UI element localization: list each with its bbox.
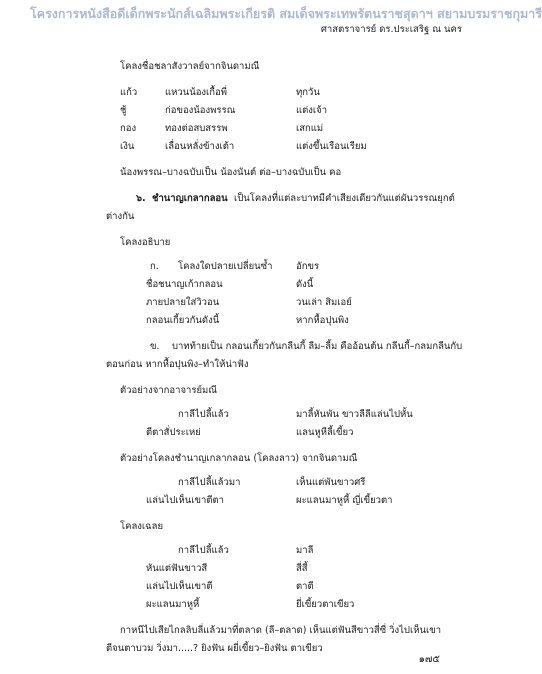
example2-right-1: เห็นแต่พันขาวศรี bbox=[296, 477, 366, 488]
poem1-left-2: ก่อของน้องพรรณ bbox=[165, 105, 236, 116]
example2-heading: ตัวอย่างโคลงชำนาญเกลากลอน (โคลงลาว) จากจินดามณี bbox=[120, 453, 358, 464]
item6-desc: เป็นโคลงที่แต่ละบาทมีคำเสียงเดียวกันแต่ผันวรรณยุกต์ bbox=[234, 193, 455, 204]
example1-left-1: กาลีไปลี้แล้ว bbox=[178, 409, 229, 420]
poem1-right-2: แต่งเจ้า bbox=[296, 105, 328, 116]
item6-number: ๖. bbox=[136, 193, 146, 204]
example2-right-2: ผะแลนมาหูหี้ ญี่เขี้ยวตา bbox=[296, 495, 393, 506]
answer-left-4: ผะแลนมาหูหี้ bbox=[146, 599, 200, 610]
page-number: ๑๗๕ bbox=[418, 654, 440, 665]
explain-right-2: ดังนี้ bbox=[296, 279, 314, 290]
poem1-name-2: ชู้ bbox=[120, 105, 127, 116]
example1-heading: ตัวอย่างจากอาจารย์มณี bbox=[120, 385, 218, 396]
poem1-left-1: แหวนน้องเกื้อพี่ bbox=[165, 87, 228, 98]
poem1-right-3: เสกแม่ bbox=[296, 123, 324, 134]
explain-right-4: หากหื้อปุนพิง bbox=[296, 315, 349, 326]
answer-heading: โคลงเฉลย bbox=[120, 521, 164, 532]
section-title: โคลงชื่อชลาสังวาลย์จากจินดามณี bbox=[120, 61, 260, 72]
answer-left-1: กาลีไปลี้แล้ว bbox=[178, 545, 229, 556]
explain-left-1: โคลงใดปลายเปลี่ยนซ้ำ bbox=[178, 261, 273, 272]
example1-right-1: มาลี้หันพัน ขาวลีลีแล่นไปหั้น bbox=[296, 409, 413, 420]
closing-paragraph: กาหนีไปเสียไกลลิบลี่แล้วมาที่ตลาด (ลี–ตลาด) เห็นแต่ฟันสีขาวสี่ซี่ วิ่งไปเห็นเขา bbox=[120, 625, 442, 636]
example2-left-1: กาลีไปลี้แล้วมา bbox=[178, 477, 241, 488]
poem1-name-4: เงิน bbox=[120, 141, 135, 152]
item6-title: ชำนาญเกลากลอน bbox=[152, 193, 228, 204]
explain-left-2: ชื่อชนาญเก้ากลอน bbox=[146, 279, 223, 290]
explain-left-3: ภายปลายใส่วิวอน bbox=[146, 297, 220, 308]
poem1-name-3: กอง bbox=[120, 123, 137, 134]
poem1-left-4: เลื่อนหลั่งข้างเต้า bbox=[165, 141, 235, 152]
explain-kho: ข. bbox=[150, 341, 160, 352]
explain-right-1: อักขร bbox=[296, 261, 320, 272]
poem1-note: น้องพรรณ–บางฉบับเป็น น้องนันต์ ต่อ–บางฉบับเป็น คอ bbox=[120, 167, 342, 178]
explain-right-3: วนเล่า สิมเอย์ bbox=[296, 297, 352, 308]
explain-kho-text: บาทท้ายเป็น กลอนเกี้ยวกันกลีนกี้ ลีม–ลี้ม คืออ้อนต้น กลีนกี้–กลมกลีนกับ bbox=[172, 341, 463, 352]
answer-right-4: ยี่เขี้ยวตาเขียว bbox=[296, 599, 355, 610]
example1-right-2: แลนหูหีลี้เขี้ยว bbox=[296, 427, 354, 438]
watermark-header: โครงการหนังสือดีเด็กพระนักส์เฉลิมพระเกียรติ สมเด็จพระเทพรัตนราชสุดาฯ สยามบรมราชกุมารี bbox=[30, 6, 542, 21]
answer-right-1: มาลี bbox=[296, 545, 314, 556]
answer-left-2: หันแต่ฟันขาวสี bbox=[146, 563, 208, 574]
poem1-right-1: ทุกวัน bbox=[296, 87, 320, 98]
explain-heading: โคลงอธิบาย bbox=[120, 237, 171, 248]
example2-left-2: แล่นไปเห็นเขาตีตา bbox=[146, 495, 224, 506]
answer-right-3: ตาตี bbox=[296, 581, 314, 592]
example1-left-2: ตีตาสั่ประเหย่ bbox=[146, 427, 201, 438]
closing-paragraph-cont: ตีจนตาบวม วิ่งมา.....? ยิงฟัน ผยี่เขี้ยว–ยิงฟัน ตาเขียว bbox=[106, 643, 323, 654]
poem1-right-4: แต่งขึ้นเรือนเรียม bbox=[296, 141, 367, 152]
answer-right-2: สี่สี้ bbox=[296, 563, 308, 574]
poem1-left-3: ทองต่อสบสรรพ bbox=[165, 123, 228, 134]
explain-kho-text-cont: ตอนก่อน หากหื้อปุนพิง–ทำให้น่าฟัง bbox=[106, 359, 249, 370]
poem1-name-1: แก้ว bbox=[120, 87, 138, 98]
answer-left-3: แล่นไปเห็นเขาตี bbox=[146, 581, 213, 592]
explain-left-4: กลอนเกี้ยวกันดังนี้ bbox=[146, 315, 220, 326]
item6-desc-cont: ต่างกัน bbox=[106, 211, 135, 222]
explain-ka: ก. bbox=[150, 261, 159, 272]
header-author: ศาสตราจารย์ ดร.ประเสริฐ ณ นคร bbox=[320, 24, 462, 35]
